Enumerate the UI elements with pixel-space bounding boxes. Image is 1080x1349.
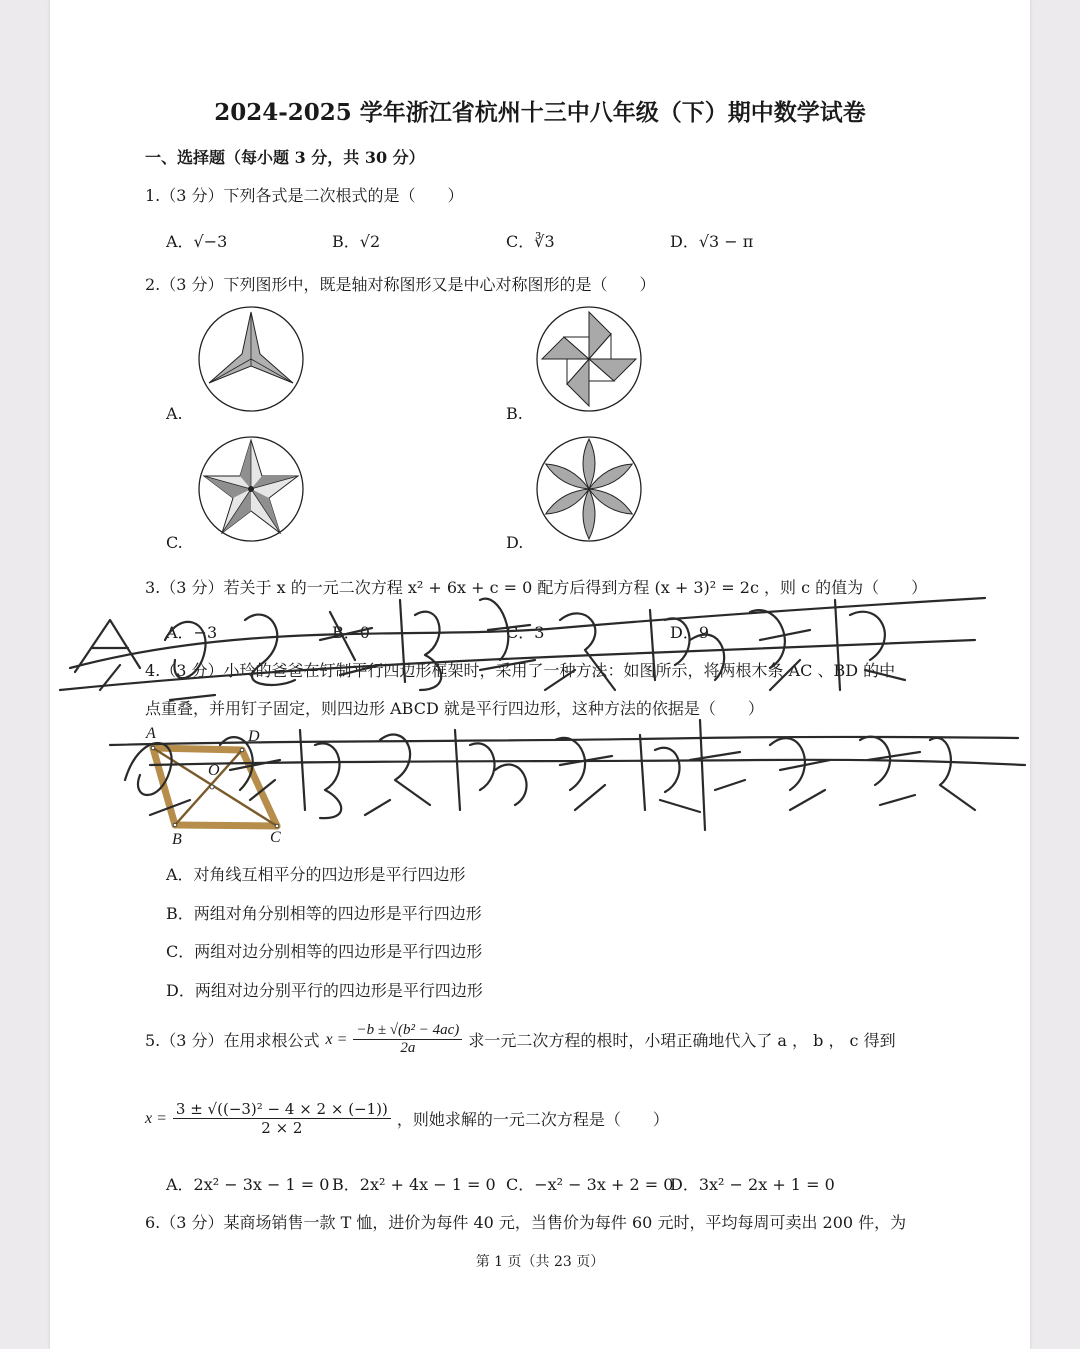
section-heading: 一、选择题（每小题 3 分，共 30 分） <box>145 148 425 167</box>
question-1-stem: 1.（3 分）下列各式是二次根式的是（ ） <box>145 186 464 205</box>
question-4-stem-line1: 4.（3 分）小玲的爸爸在钉制平行四边形框架时，采用了一种方法：如图所示，将两根木条 AC 、BD 的中 <box>145 661 896 680</box>
q5-line2-suffix: ，则她求解的一元二次方程是（ ） <box>396 1110 669 1129</box>
scribble-char-15 <box>455 730 526 810</box>
scribble-char-11 <box>125 743 190 815</box>
q3-option-c: C．3 <box>506 623 545 642</box>
q3-option-a: A．−3 <box>166 623 218 642</box>
q4-option-c: C．两组对边分别相等的四边形是平行四边形 <box>166 942 483 961</box>
scribble-char-17 <box>640 735 700 812</box>
q5-option-b: B．2x² + 4x − 1 = 0 <box>332 1175 496 1194</box>
q2-label-c: C. <box>166 533 183 552</box>
q5-formula-lhs: x = <box>325 1030 348 1048</box>
fig-label-c: C <box>270 829 281 846</box>
question-4-stem-line2: 点重叠，并用钉子固定，则四边形 ABCD 就是平行四边形，这种方法的依据是（ ） <box>145 699 764 718</box>
q5-option-a: A．2x² − 3x − 1 = 0 <box>166 1175 330 1194</box>
q5-formula-denominator: 2a <box>400 1040 416 1056</box>
question-3-stem: 3.（3 分）若关于 x 的一元二次方程 x² + 6x + c = 0 配方后得到方程 (x + 3)² = 2c ，则 c 的值为（ ） <box>145 578 928 597</box>
q4-option-d: D．两组对边分别平行的四边形是平行四边形 <box>166 981 483 1000</box>
question-2-stem: 2.（3 分）下列图形中，既是轴对称图形又是中心对称图形的是（ ） <box>145 275 656 294</box>
scribble-char-12 <box>220 737 280 800</box>
fig-label-o: O <box>208 762 220 779</box>
scribble-char-2 <box>165 622 218 700</box>
q5-suffix: 求一元二次方程的根时，小珺正确地代入了 a ， b ， c 得到 <box>468 1031 896 1050</box>
question-6-stem: 6.（3 分）某商场销售一款 T 恤，进价为每件 40 元，当售价为每件 60 元时，平均每周可卖出 200 件，为 <box>145 1213 907 1232</box>
q5-line2-denominator: 2 × 2 <box>261 1119 303 1137</box>
q5-option-c: C．−x² − 3x + 2 = 0 <box>506 1175 674 1194</box>
scribble-char-21 <box>930 738 975 810</box>
q1-option-a: A．√−3 <box>166 232 228 251</box>
scribble-char-9 <box>750 610 810 690</box>
scribble-char-3 <box>245 615 295 685</box>
page-footer: 第 1 页（共 23 页） <box>475 1254 605 1270</box>
q2-label-b: B. <box>506 404 523 423</box>
scribble-char-5 <box>400 600 441 690</box>
q2-label-a: A. <box>166 404 183 423</box>
scribble-char-16 <box>555 738 612 810</box>
scribble-char-19 <box>770 738 830 810</box>
q5-option-d: D．3x² − 2x + 1 = 0 <box>670 1175 835 1194</box>
q2-label-d: D. <box>506 533 524 552</box>
q1-option-d: D．√3 − π <box>670 232 754 251</box>
scribble-char-13 <box>300 730 341 818</box>
scribble-char-20 <box>860 737 920 805</box>
q5-prefix: 5.（3 分）在用求根公式 <box>145 1031 320 1050</box>
fig-label-b: B <box>172 831 182 848</box>
fig-label-d: D <box>248 728 260 745</box>
q1-option-b: B．√2 <box>332 232 381 251</box>
q4-option-a: A．对角线互相平分的四边形是平行四边形 <box>166 865 466 884</box>
q5-line2-numerator: 3 ± √((−3)² − 4 × 2 × (−1)) <box>173 1100 391 1119</box>
q3-option-d: D．9 <box>670 623 710 642</box>
q3-option-b: B．0 <box>332 623 370 642</box>
q1-option-c: C．∛3 <box>506 232 555 251</box>
fig-label-a: A <box>146 725 156 742</box>
q4-option-b: B．两组对角分别相等的四边形是平行四边形 <box>166 904 482 923</box>
scribble-char-14 <box>365 735 430 815</box>
page-title: 2024-2025 学年浙江省杭州十三中八年级（下）期中数学试卷 <box>214 99 866 126</box>
q5-formula-numerator: −b ± √(b² − 4ac) <box>353 1022 462 1040</box>
q5-line2-lhs: x = <box>145 1109 167 1127</box>
